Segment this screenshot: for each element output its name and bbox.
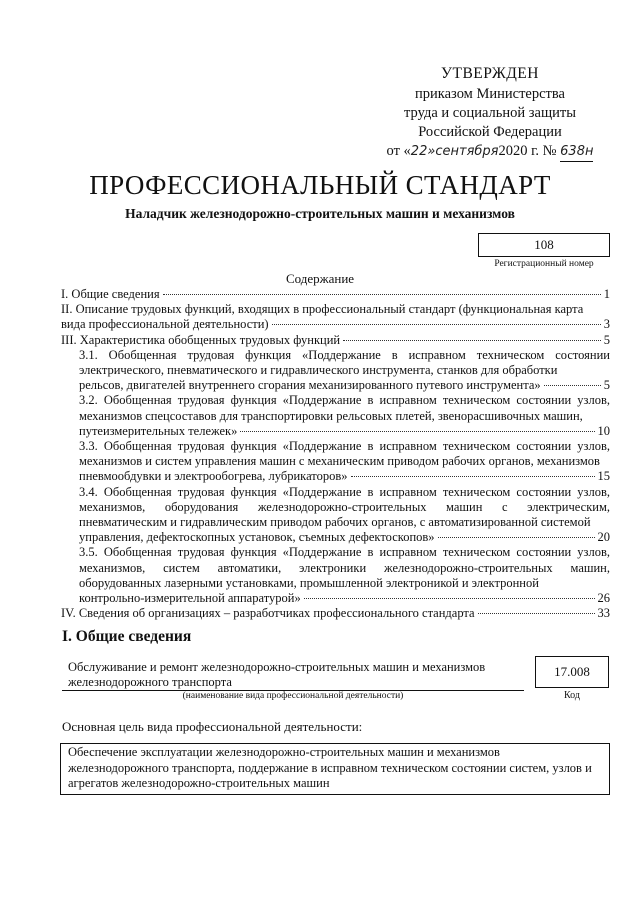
toc-page: 33: [597, 606, 610, 621]
toc-entry[interactable]: [61, 485, 610, 546]
toc-entry[interactable]: [61, 348, 610, 394]
activity-code-box: 17.008: [535, 656, 609, 688]
toc-entry-text: II. Описание трудовых функций, входящих в профессиональный стандарт (функциональная карта: [61, 302, 584, 317]
approval-line: Российской Федерации: [418, 124, 562, 140]
toc-page: 26: [597, 591, 610, 606]
approval-line: приказом Министерства: [415, 86, 565, 102]
toc-entry-label: контрольно-измерительной аппаратурой»: [79, 591, 301, 606]
dot-leader: [478, 613, 595, 614]
toc-page: 20: [597, 530, 610, 545]
toc-page: 3: [603, 317, 610, 332]
contents-heading: Содержание: [285, 271, 355, 286]
toc-entry[interactable]: [61, 287, 610, 302]
toc-entry[interactable]: [61, 333, 610, 348]
dot-leader: [304, 598, 595, 599]
activity-code-caption: Код: [564, 690, 580, 701]
dot-leader: [438, 537, 595, 538]
dot-leader: [272, 324, 601, 325]
approval-block: [380, 64, 600, 162]
toc-page: 5: [603, 378, 610, 393]
toc-entry[interactable]: [61, 393, 610, 439]
document-subtitle: Наладчик железнодорожно-строительных машин и механизмов: [125, 206, 515, 221]
table-of-contents: [61, 287, 610, 621]
toc-entry-label: IV. Сведения об организациях – разработчиках профессионального стандарта: [61, 606, 475, 621]
toc-entry-text: 3.4. Обобщенная трудовая функция «Поддержание в исправном техническом состоянии узлов, механизмов, оборудования железнодорожно-строительных машин с электрическим, пневматическим и гидравлическим приводом рабочих органов, с автоматизированной системой: [79, 484, 610, 530]
toc-entry-label: I. Общие сведения: [61, 287, 160, 301]
toc-entry-label: путеизмерительных тележек»: [79, 423, 238, 438]
toc-entry-label: управления, дефектоскопных установок, съемных дефектоскопов»: [79, 530, 435, 545]
toc-page: 1: [603, 287, 610, 301]
activity-kind-name: Обслуживание и ремонт железнодорожно-строительных машин и механизмов железнодорожного транспорта: [68, 660, 486, 689]
dot-leader: [343, 340, 601, 341]
toc-entry[interactable]: [61, 545, 610, 606]
toc-entry-label: пневмообдувки и электрообогрева, лубрикаторов»: [79, 469, 348, 484]
handwritten-date: 22»сентября: [410, 144, 499, 159]
registration-caption: Регистрационный номер: [494, 259, 594, 269]
date-prefix: от «: [386, 143, 411, 159]
dot-leader: [163, 294, 601, 295]
activity-kind-caption: (наименование вида профессиональной деятельности): [182, 691, 404, 701]
approval-line: труда и социальной защиты: [404, 105, 576, 121]
toc-entry[interactable]: [61, 606, 610, 621]
goal-text: Обеспечение эксплуатации железнодорожно-строительных машин и механизмов железнодорожного транспорта, поддержание в исправном техническом состоянии систем, узлов и агрегатов железнодорожно-строительных машин: [68, 745, 592, 790]
toc-entry-label: III. Характеристика обобщенных трудовых функций: [61, 332, 341, 347]
toc-entry[interactable]: [61, 302, 610, 332]
section-heading: I. Общие сведения: [62, 628, 192, 645]
goal-heading: Основная цель вида профессиональной деятельности:: [62, 719, 363, 734]
toc-entry-text: 3.1. Обобщенная трудовая функция «Поддержание в исправном техническом состоянии электрического, пневматического и гидравлического инструмента, станков для обработки: [79, 347, 610, 378]
handwritten-number: 638н: [560, 142, 593, 162]
document-title: ПРОФЕССИОНАЛЬНЫЙ СТАНДАРТ: [89, 170, 551, 200]
dot-leader: [544, 385, 601, 386]
toc-entry-text: 3.3. Обобщенная трудовая функция «Поддержание в исправном техническом состоянии узлов, механизмов и систем управления машин с механическим приводом рабочих органов, механизмов: [79, 439, 610, 469]
date-year: 2020 г. №: [498, 143, 557, 159]
approval-title: УТВЕРЖДЕН: [441, 65, 539, 82]
dot-leader: [351, 476, 595, 477]
toc-entry-label: вида профессиональной деятельности): [61, 317, 269, 332]
toc-entry[interactable]: [61, 439, 610, 485]
toc-page: 15: [597, 469, 610, 484]
registration-number-box: 108: [478, 233, 610, 257]
approval-date-line: [380, 142, 600, 162]
toc-page: 5: [603, 332, 610, 347]
toc-entry-label: рельсов, двигателей внутреннего сгорания механизированного путевого инструмента»: [79, 378, 541, 393]
toc-entry-text: 3.2. Обобщенная трудовая функция «Поддержание в исправном техническом состоянии узлов, механизмов спецсоставов для транспортировки рельсовых плетей, звенорасшивочных машин,: [79, 393, 610, 423]
toc-entry-text: 3.5. Обобщенная трудовая функция «Поддержание в исправном техническом состоянии узлов, механизмов, систем автоматики, электроники железнодорожно-строительных машин, оборудованных лазерными установками, промышленной электроникой и электронной: [79, 545, 610, 590]
dot-leader: [240, 431, 594, 432]
toc-page: 10: [597, 423, 610, 438]
